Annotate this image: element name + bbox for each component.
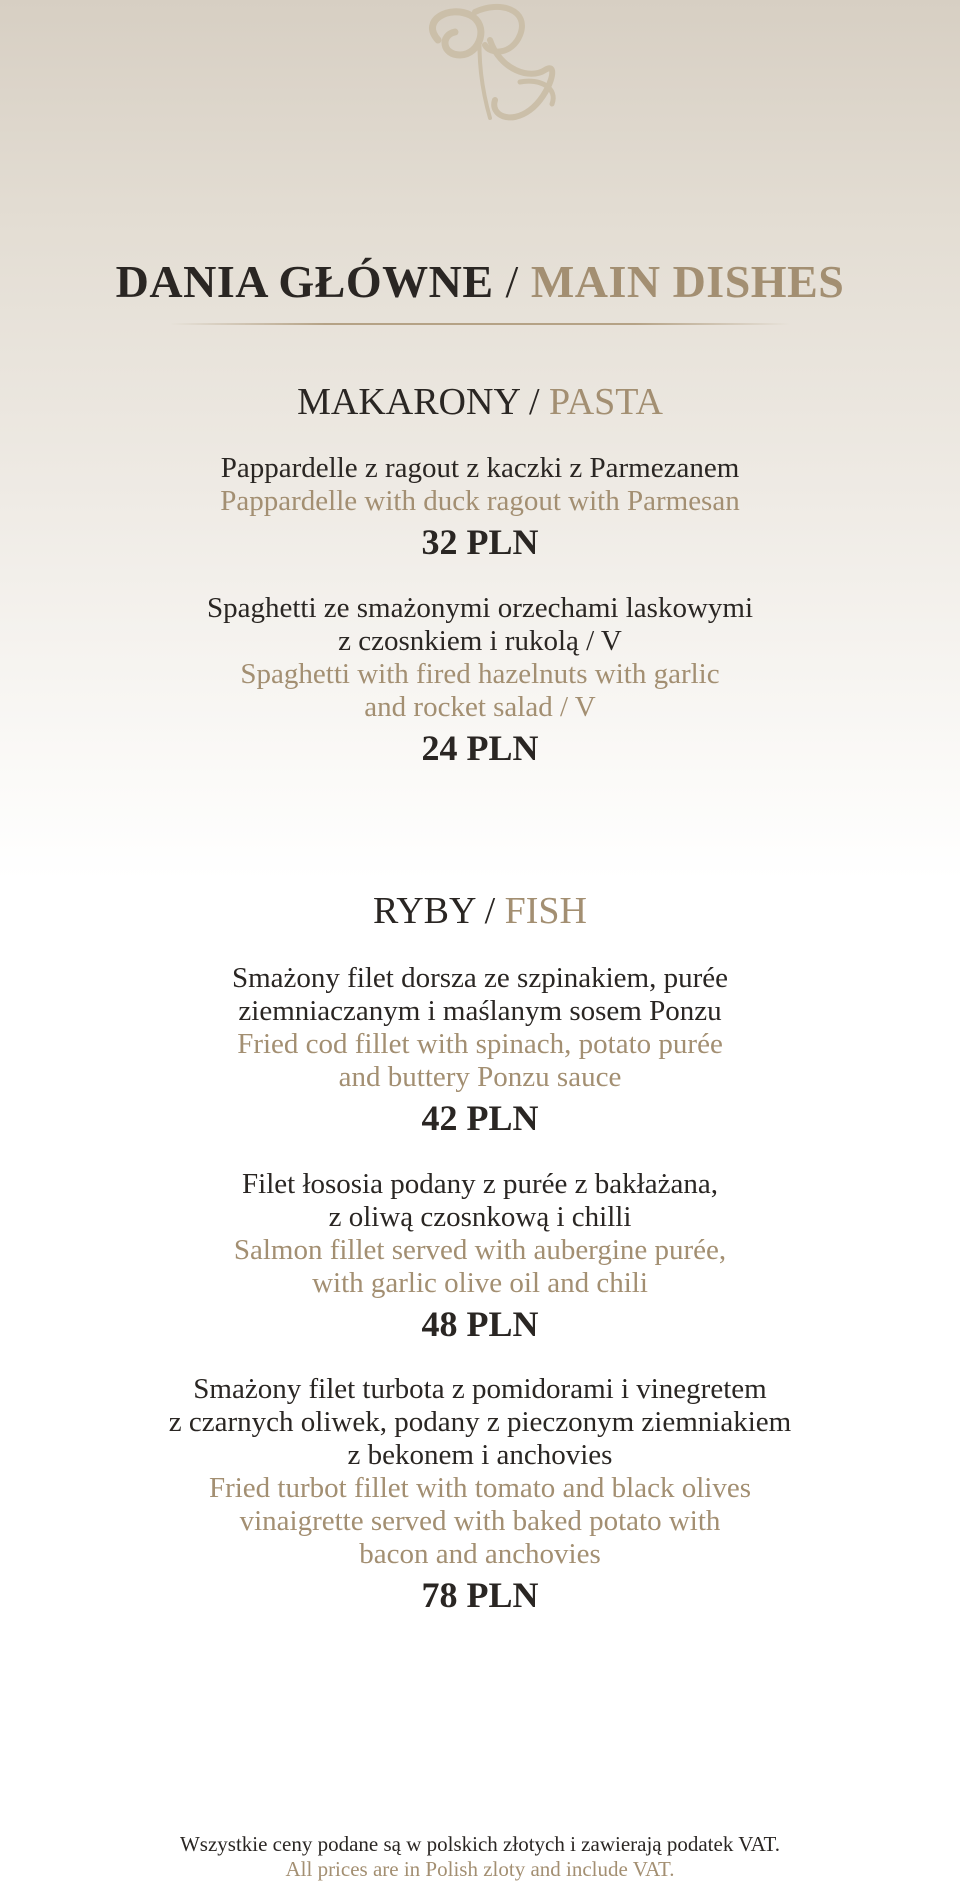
dish-name-english: with garlic olive oil and chili bbox=[312, 1267, 648, 1299]
dish-name-english: and buttery Ponzu sauce bbox=[338, 1061, 622, 1093]
section-name-english: PASTA bbox=[549, 381, 663, 423]
section-separator: / bbox=[528, 381, 540, 423]
dish-price: 32 PLN bbox=[421, 522, 539, 562]
dish-price: 42 PLN bbox=[421, 1098, 539, 1138]
section-heading-fish bbox=[0, 889, 960, 933]
vat-note-polish: Wszystkie ceny podane są w polskich złotych i zawierają podatek VAT. bbox=[179, 1832, 781, 1856]
dish-name-polish: Spaghetti ze smażonymi orzechami laskowymi bbox=[206, 592, 753, 624]
section-name-polish: MAKARONY bbox=[297, 381, 520, 423]
dish-price: 78 PLN bbox=[421, 1575, 539, 1615]
dish-name-polish: Smażony filet dorsza ze szpinakiem, purée bbox=[231, 962, 729, 994]
dish-name-polish: ziemniaczanym i maślanym sosem Ponzu bbox=[238, 995, 722, 1027]
dish-name-english: vinaigrette served with baked potato with bbox=[239, 1505, 721, 1537]
dish-item bbox=[0, 1373, 960, 1617]
section-name-english: FISH bbox=[504, 890, 587, 932]
dish-item bbox=[0, 1168, 960, 1346]
dish-name-polish: Filet łososia podany z purée z bakłażana, bbox=[242, 1168, 718, 1200]
dish-item bbox=[0, 962, 960, 1140]
dish-name-english: Salmon fillet served with aubergine purée, bbox=[233, 1234, 727, 1266]
dish-name-polish: z oliwą czosnkową i chilli bbox=[328, 1201, 632, 1233]
section-heading-pasta bbox=[0, 380, 960, 424]
dish-item bbox=[0, 452, 960, 564]
section-name-polish: RYBY bbox=[372, 890, 476, 932]
monogram-logo-icon bbox=[380, 0, 580, 130]
section-separator: / bbox=[484, 890, 496, 932]
dish-item bbox=[0, 592, 960, 770]
vat-note bbox=[0, 1832, 960, 1882]
dish-name-polish: z bekonem i anchovies bbox=[347, 1439, 613, 1471]
title-polish: DANIA GŁÓWNE bbox=[115, 256, 494, 307]
dish-name-english: Pappardelle with duck ragout with Parmesan bbox=[220, 485, 740, 517]
page-title bbox=[0, 255, 960, 308]
dish-name-polish: Smażony filet turbota z pomidorami i vinegretem bbox=[193, 1373, 767, 1405]
title-separator: / bbox=[505, 256, 519, 307]
dish-name-english: and rocket salad / V bbox=[364, 691, 596, 723]
dish-price: 24 PLN bbox=[421, 728, 539, 768]
dish-name-english: Spaghetti with fired hazelnuts with garlic bbox=[240, 658, 720, 690]
dish-price: 48 PLN bbox=[421, 1304, 539, 1344]
dish-name-english: bacon and anchovies bbox=[359, 1538, 601, 1570]
vat-note-english: All prices are in Polish zloty and include VAT. bbox=[285, 1857, 675, 1881]
dish-name-english: Fried turbot fillet with tomato and black olives bbox=[208, 1472, 752, 1504]
dish-name-polish: z czosnkiem i rukolą / V bbox=[338, 625, 622, 657]
title-english: MAIN DISHES bbox=[530, 256, 845, 307]
title-divider bbox=[170, 323, 790, 325]
dish-name-polish: Pappardelle z ragout z kaczki z Parmezanem bbox=[220, 452, 740, 484]
dish-name-polish: z czarnych oliwek, podany z pieczonym ziemniakiem bbox=[168, 1406, 792, 1438]
dish-name-english: Fried cod fillet with spinach, potato purée bbox=[237, 1028, 723, 1060]
